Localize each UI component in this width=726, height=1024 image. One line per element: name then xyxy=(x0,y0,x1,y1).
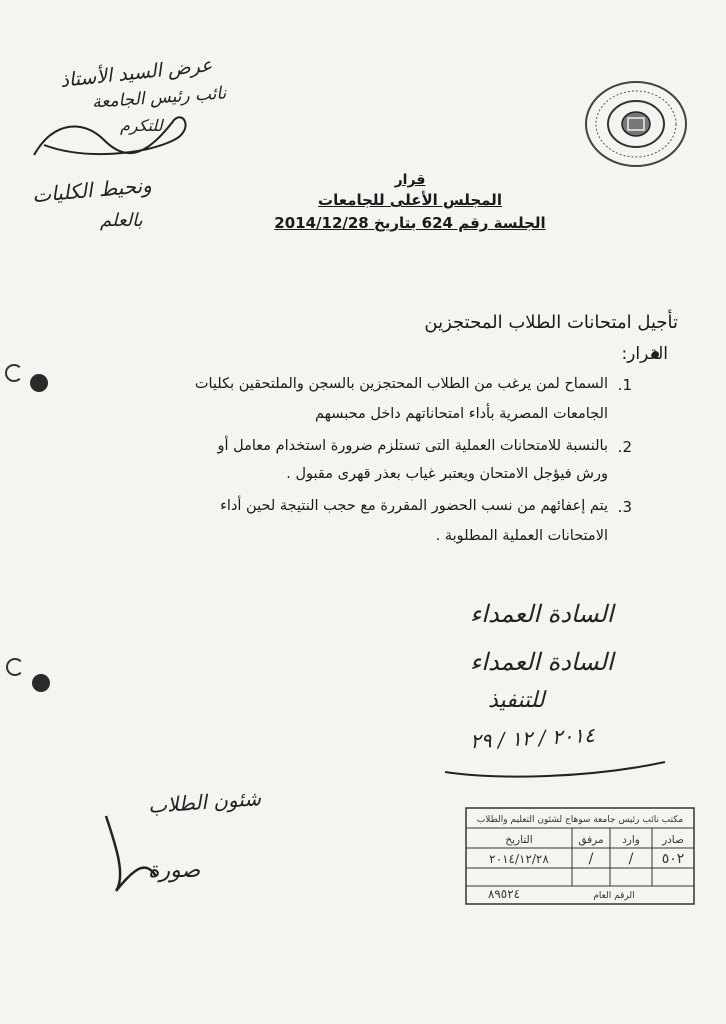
handwritten-note-line: نائب رئيس الجامعة xyxy=(91,83,227,113)
stamp-col-attachment: مرفق xyxy=(578,834,604,846)
decision-item-line: الامتحانات العملية المطلوبة . xyxy=(435,528,608,544)
stamp-title: مكتب نائب رئيس جامعة سوهاج لشئون التعليم والطلاب xyxy=(476,815,684,825)
incoming-stamp xyxy=(464,806,696,906)
session-line: الجلسة رقم 624 بتاريخ 2014/12/28 xyxy=(274,214,546,232)
handwritten-underline xyxy=(440,752,670,782)
handwritten-note-line: عرض السيد الأستاذ xyxy=(59,54,214,92)
handwritten-note-line: ونحيط الكليات xyxy=(31,172,153,208)
stamp-serial-label: الرقم العام xyxy=(593,891,635,901)
stamp-serial-value: ٨٩٥٢٤ xyxy=(487,887,521,901)
punch-hole-mark xyxy=(5,364,23,382)
handwritten-note-line: بالعلم xyxy=(100,210,143,231)
subject-line: تأجيل امتحانات الطلاب المحتجزين xyxy=(424,312,678,333)
decision-title: قرار xyxy=(394,172,426,188)
decision-item-line: الجامعات المصرية بأداء امتحاناتهم داخل محبسهم xyxy=(314,406,608,422)
stamp-col-date: التاريخ xyxy=(505,834,533,846)
handwritten-note-line: للتكرم xyxy=(120,116,163,135)
council-name: المجلس الأعلى للجامعات xyxy=(318,191,502,209)
handwritten-note-line: صورة xyxy=(148,858,201,883)
decision-item-line: يتم إعفائهم من نسب الحضور المقررة مع حجب النتيجة لحين أداء xyxy=(220,498,608,514)
handwritten-note-line: شئون الطلاب xyxy=(147,786,262,818)
punch-hole xyxy=(32,674,50,692)
handwritten-greeting: السادة العمداء xyxy=(470,600,614,628)
item-number: 2. xyxy=(617,438,632,456)
decision-item-line: ورش فيؤجل الامتحان ويعتبر غياب بعذر قهرى مقبول . xyxy=(286,466,608,482)
decision-item-line: بالنسبة للامتحانات العملية التى تستلزم ضرورة استخدام معامل أو xyxy=(217,438,608,454)
stamp-val-attachment: / xyxy=(588,851,594,867)
stamp-col-outgoing: صادر xyxy=(662,834,684,846)
punch-hole xyxy=(30,374,48,392)
handwritten-signature xyxy=(24,100,214,170)
handwritten-date: ٢٠١٤ / ١٢ / ٢٩ xyxy=(469,722,596,754)
stamp-col-incoming: وارد xyxy=(622,834,640,846)
decision-label: القرار: xyxy=(621,344,668,364)
decision-item-line: السماح لمن يرغب من الطلاب المحتجزين بالسجن والملتحقين بكليات xyxy=(194,376,608,392)
university-seal-icon xyxy=(584,80,688,168)
handwritten-greeting: السادة العمداء xyxy=(470,648,614,676)
item-number: 1. xyxy=(617,376,632,394)
handwritten-greeting: للتنفيذ xyxy=(488,688,545,713)
punch-hole-mark xyxy=(6,658,24,676)
stamp-val-incoming: / xyxy=(628,851,634,867)
item-number: 3. xyxy=(617,498,632,516)
stamp-val-date: ٢٠١٤/١٢/٢٨ xyxy=(489,852,549,866)
stamp-val-outgoing: ٥٠٢ xyxy=(661,851,685,867)
